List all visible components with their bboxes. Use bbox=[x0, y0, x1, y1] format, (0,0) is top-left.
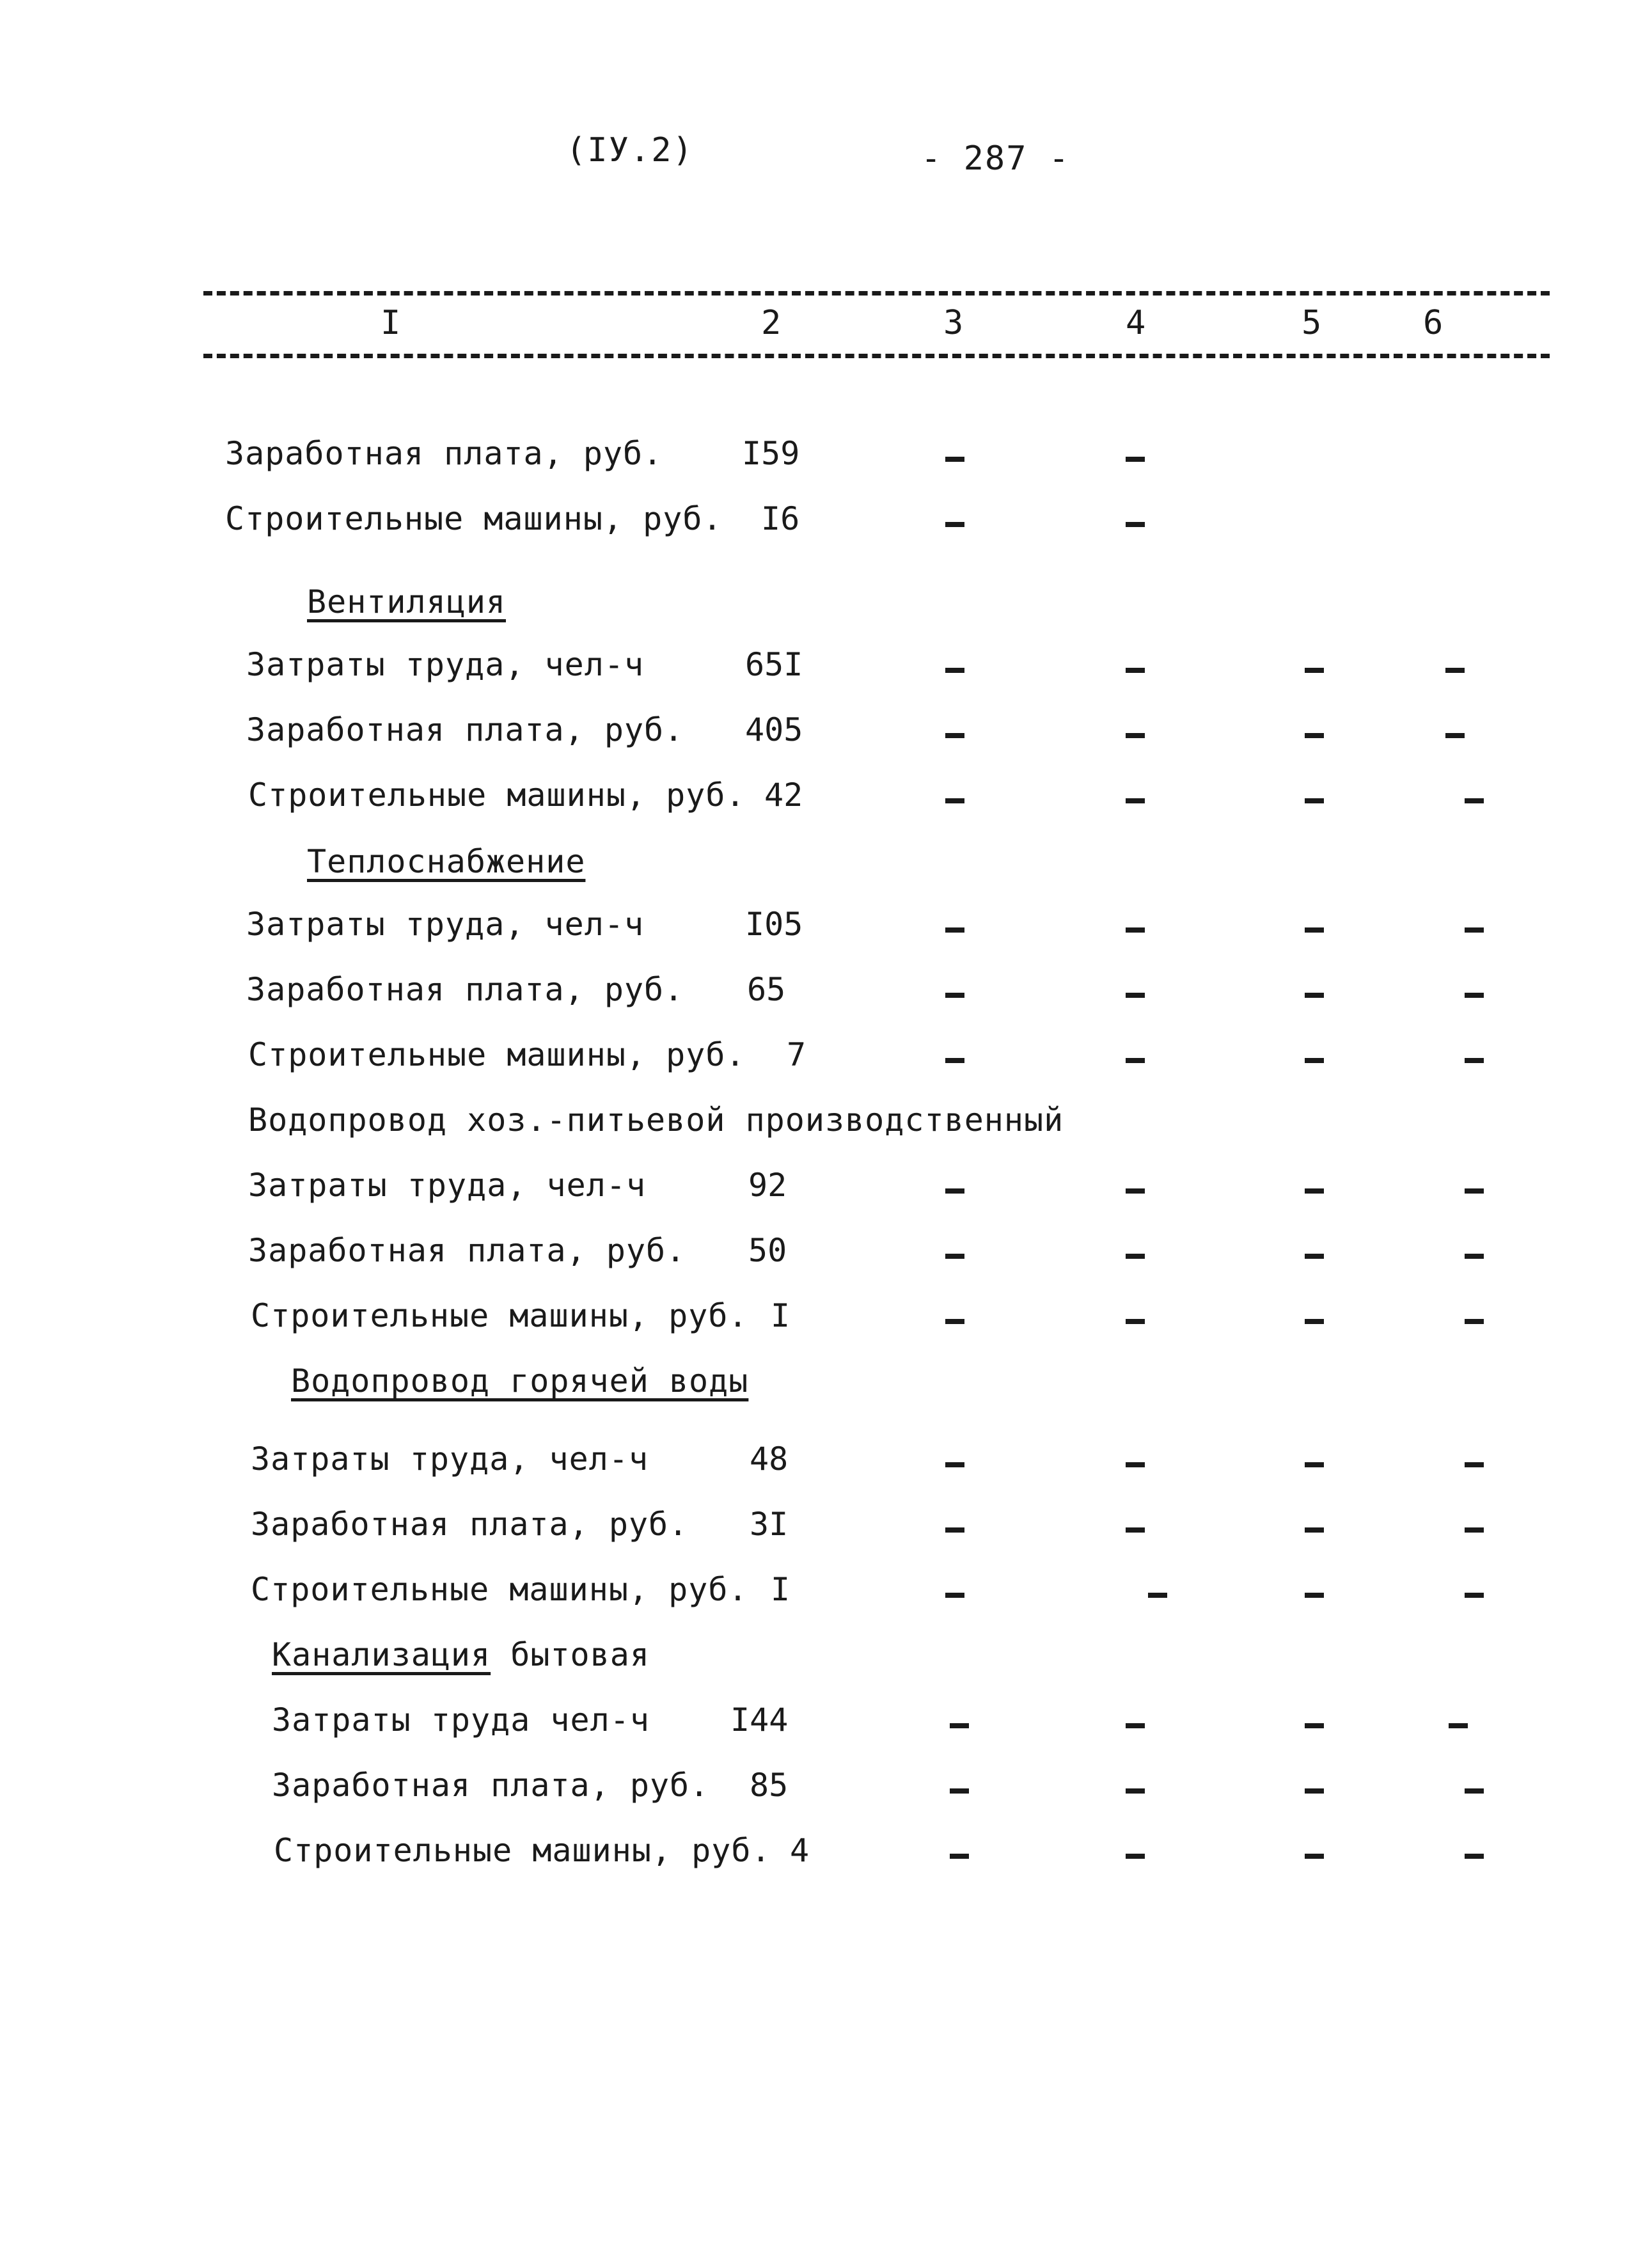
section-title-sewerage bbox=[272, 1636, 650, 1673]
dash-cell bbox=[1305, 1462, 1324, 1467]
dash-cell bbox=[1465, 993, 1484, 998]
table-row bbox=[0, 1832, 1652, 1877]
dash-cell bbox=[945, 1254, 964, 1259]
column-header-5: 5 bbox=[1302, 304, 1322, 342]
dash-cell bbox=[945, 1058, 964, 1063]
page-number: - 287 - bbox=[921, 139, 1071, 178]
dash-cell bbox=[1126, 1527, 1145, 1533]
dash-cell bbox=[1126, 1058, 1145, 1063]
table-row bbox=[0, 1232, 1652, 1277]
dash-cell bbox=[1449, 1723, 1468, 1728]
dash-cell bbox=[1126, 1788, 1145, 1794]
row-label: Затраты труда чел-ч bbox=[272, 1701, 650, 1739]
dash-cell bbox=[1126, 1854, 1145, 1859]
dash-cell bbox=[1465, 1254, 1484, 1259]
table-row bbox=[0, 1167, 1652, 1211]
dash-cell bbox=[1126, 798, 1145, 803]
dash-cell bbox=[1305, 1319, 1324, 1324]
row-value: 4 bbox=[790, 1832, 810, 1869]
row-value: I6 bbox=[761, 500, 800, 537]
column-header-6: 6 bbox=[1423, 304, 1444, 342]
dash-cell bbox=[1465, 1462, 1484, 1467]
row-value: 65I bbox=[745, 646, 803, 683]
dash-cell bbox=[1126, 1723, 1145, 1728]
dash-cell bbox=[950, 1788, 969, 1794]
dash-cell bbox=[1305, 927, 1324, 933]
table-row bbox=[0, 1036, 1652, 1081]
row-label: Заработная плата, руб. bbox=[246, 971, 684, 1008]
table-row bbox=[0, 1506, 1652, 1550]
dash-cell bbox=[945, 993, 964, 998]
dash-cell bbox=[950, 1723, 969, 1728]
table-row bbox=[0, 971, 1652, 1016]
row-value: 92 bbox=[748, 1167, 787, 1204]
dash-cell bbox=[945, 668, 964, 673]
table-row bbox=[0, 1297, 1652, 1342]
dash-cell bbox=[1126, 1462, 1145, 1467]
table-row bbox=[0, 1767, 1652, 1811]
row-value: 48 bbox=[750, 1440, 789, 1478]
dash-cell bbox=[1465, 1188, 1484, 1194]
column-header-3: 3 bbox=[943, 304, 964, 342]
dash-cell bbox=[1445, 668, 1465, 673]
row-value: 85 bbox=[750, 1767, 789, 1804]
dash-cell bbox=[1126, 993, 1145, 998]
dash-cell bbox=[1126, 927, 1145, 933]
dash-cell bbox=[1465, 1854, 1484, 1859]
dash-cell bbox=[1305, 733, 1324, 738]
row-value: 7 bbox=[787, 1036, 806, 1073]
row-label: Заработная плата, руб. bbox=[225, 435, 663, 472]
section-title-heat-supply: Теплоснабжение bbox=[307, 843, 586, 880]
row-label: Заработная плата, руб. bbox=[272, 1767, 710, 1804]
dash-cell bbox=[1305, 1527, 1324, 1533]
dash-cell bbox=[1465, 1058, 1484, 1063]
row-label: Затраты труда, чел-ч bbox=[246, 906, 645, 943]
dash-cell bbox=[1305, 1058, 1324, 1063]
table-row bbox=[0, 500, 1652, 545]
section-title-water-drinking: Водопровод хоз.-питьевой производственный bbox=[248, 1101, 1064, 1139]
dash-cell bbox=[1305, 1593, 1324, 1598]
dash-cell bbox=[1465, 1319, 1484, 1324]
dash-cell bbox=[1126, 733, 1145, 738]
dash-cell bbox=[945, 733, 964, 738]
table-rule-top bbox=[203, 291, 1550, 296]
dash-cell bbox=[1465, 1527, 1484, 1533]
dash-cell bbox=[945, 522, 964, 527]
dash-cell bbox=[1465, 1593, 1484, 1598]
dash-cell bbox=[1305, 1188, 1324, 1194]
row-label: Заработная плата, руб. bbox=[248, 1232, 686, 1269]
row-label: Заработная плата, руб. bbox=[251, 1506, 689, 1543]
row-value: I59 bbox=[742, 435, 800, 472]
row-label: Строительные машины, руб. bbox=[248, 777, 746, 814]
dash-cell bbox=[950, 1854, 969, 1859]
dash-cell bbox=[1305, 993, 1324, 998]
row-value: I bbox=[771, 1297, 791, 1334]
dash-cell bbox=[945, 1527, 964, 1533]
dash-cell bbox=[1126, 668, 1145, 673]
dash-cell bbox=[1126, 457, 1145, 462]
dash-cell bbox=[1305, 798, 1324, 803]
table-row bbox=[0, 1440, 1652, 1485]
table-row bbox=[0, 1571, 1652, 1616]
dash-cell bbox=[1305, 668, 1324, 673]
row-value: I05 bbox=[745, 906, 803, 943]
row-value: 42 bbox=[764, 777, 803, 814]
dash-cell bbox=[1465, 927, 1484, 933]
row-label: Строительные машины, руб. bbox=[248, 1036, 746, 1073]
row-value: I44 bbox=[730, 1701, 789, 1739]
row-label: Заработная плата, руб. bbox=[246, 711, 684, 748]
table-row bbox=[0, 435, 1652, 480]
section-title-ventilation: Вентиляция bbox=[307, 583, 507, 620]
dash-cell bbox=[945, 1188, 964, 1194]
section-title-underlined: Канализация bbox=[272, 1636, 491, 1673]
dash-cell bbox=[945, 1593, 964, 1598]
section-title-hot-water: Водопровод горячей воды bbox=[291, 1362, 749, 1400]
dash-cell bbox=[945, 1319, 964, 1324]
dash-cell bbox=[945, 798, 964, 803]
row-label: Строительные машины, руб. bbox=[225, 500, 723, 537]
column-header-1: I bbox=[381, 304, 401, 342]
column-header-4: 4 bbox=[1126, 304, 1146, 342]
table-row bbox=[0, 906, 1652, 951]
dash-cell bbox=[1305, 1254, 1324, 1259]
dash-cell bbox=[1148, 1593, 1167, 1598]
row-value: I bbox=[771, 1571, 791, 1608]
dash-cell bbox=[1126, 1319, 1145, 1324]
table-rule-bottom bbox=[203, 354, 1550, 358]
column-header-2: 2 bbox=[761, 304, 782, 342]
row-value: 405 bbox=[745, 711, 803, 748]
row-label: Строительные машины, руб. bbox=[274, 1832, 771, 1869]
row-label: Затраты труда, чел-ч bbox=[251, 1440, 649, 1478]
dash-cell bbox=[1445, 733, 1465, 738]
dash-cell bbox=[1465, 1788, 1484, 1794]
section-title-rest: бытовая bbox=[491, 1636, 650, 1673]
table-row bbox=[0, 777, 1652, 821]
dash-cell bbox=[1126, 1188, 1145, 1194]
dash-cell bbox=[945, 1462, 964, 1467]
row-label: Строительные машины, руб. bbox=[251, 1571, 748, 1608]
dash-cell bbox=[945, 927, 964, 933]
row-value: 65 bbox=[747, 971, 786, 1008]
row-value: 50 bbox=[748, 1232, 787, 1269]
table-row bbox=[0, 1701, 1652, 1746]
dash-cell bbox=[1126, 522, 1145, 527]
dash-cell bbox=[945, 457, 964, 462]
table-row bbox=[0, 711, 1652, 756]
row-label: Затраты труда, чел-ч bbox=[246, 646, 645, 683]
section-code: (IУ.2) bbox=[566, 131, 694, 170]
dash-cell bbox=[1305, 1788, 1324, 1794]
dash-cell bbox=[1305, 1723, 1324, 1728]
dash-cell bbox=[1465, 798, 1484, 803]
dash-cell bbox=[1305, 1854, 1324, 1859]
dash-cell bbox=[1126, 1254, 1145, 1259]
table-row bbox=[0, 646, 1652, 691]
row-value: 3I bbox=[750, 1506, 789, 1543]
row-label: Строительные машины, руб. bbox=[251, 1297, 748, 1334]
row-label: Затраты труда, чел-ч bbox=[248, 1167, 647, 1204]
